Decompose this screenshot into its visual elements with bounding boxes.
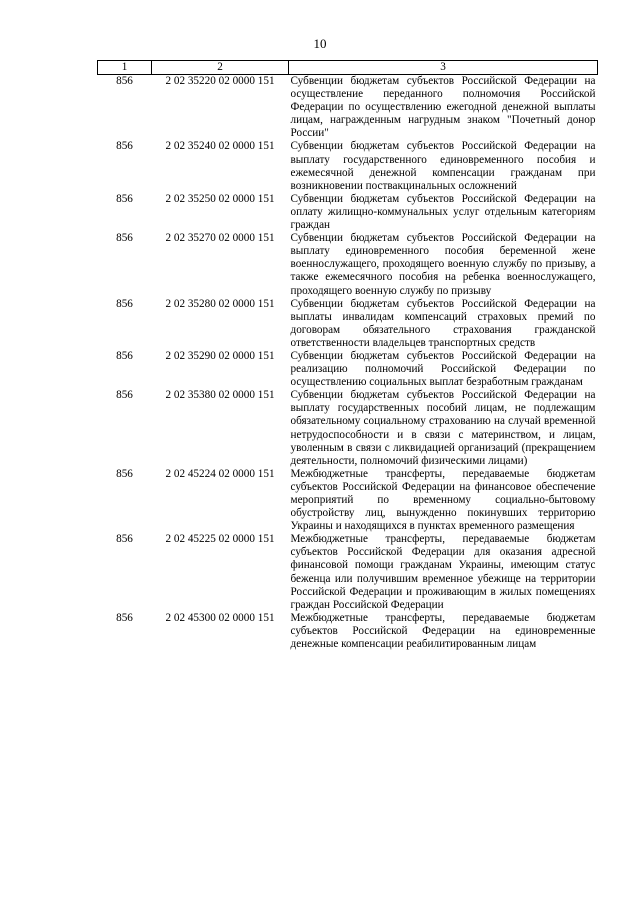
description-cell: Субвенции бюджетам субъектов Российской Федерации на выплату государственного единовременного пособия и ежемесячной денежной компенсации гражданам при возникновении поствакцинальных осложнений <box>290 140 596 192</box>
admin-code-cell: 856 <box>116 533 133 546</box>
table-row <box>98 140 598 192</box>
budget-code-cell: 2 02 45300 02 0000 151 <box>165 611 275 624</box>
description-cell: Межбюджетные трансферты, передаваемые бюджетам субъектов Российской Федерации на финансовое обеспечение мероприятий по временному социально-бытовому обустройству лиц, вынужденно покинувших территорию Украины и находящихся в пунктах временного размещения <box>290 467 596 533</box>
table-row <box>98 612 598 651</box>
description-cell: Субвенции бюджетам субъектов Российской Федерации на реализацию полномочий Российской Федерации по осуществлению социальных выплат безработным гражданам <box>290 349 596 389</box>
budget-code-cell: 2 02 35280 02 0000 151 <box>165 297 275 310</box>
budget-code-cell: 2 02 35270 02 0000 151 <box>165 232 275 245</box>
budget-code-cell: 2 02 35290 02 0000 151 <box>165 349 275 362</box>
budget-code-cell: 2 02 35250 02 0000 151 <box>165 192 275 205</box>
admin-code-cell: 856 <box>116 467 133 480</box>
table-row <box>98 193 598 232</box>
budget-code-cell: 2 02 35240 02 0000 151 <box>165 140 275 153</box>
description-cell: Субвенции бюджетам субъектов Российской Федерации на выплату государственных пособий лицам, не подлежащим обязательному социальному страхованию на случай временной нетрудоспособности и в связи с материнством, и лицам, уволенным в связи с ликвидацией организаций (прекращением деятельности, полномочий физическими лицами) <box>290 389 596 467</box>
budget-code-cell: 2 02 45224 02 0000 151 <box>165 467 275 480</box>
table-header <box>98 61 598 75</box>
description-cell: Субвенции бюджетам субъектов Российской Федерации на выплату единовременного пособия беременной жене военнослужащего, проходящего военную службу по призыву, а также ежемесячного пособия на ребенка военнослужащего, проходящего военную службу по призыву <box>290 232 596 297</box>
admin-code-cell: 856 <box>116 349 133 362</box>
admin-code-cell: 856 <box>116 389 133 402</box>
description-cell: Субвенции бюджетам субъектов Российской Федерации на осуществление переданного полномочия Российской Федерации по осуществлению ежегодной денежной выплаты лицам, награжденным нагрудным знаком "Почетный донор России" <box>290 75 596 140</box>
table-row <box>98 468 598 533</box>
admin-code-cell: 856 <box>116 232 133 245</box>
column-header-1: 1 <box>98 61 152 75</box>
table-row <box>98 389 598 468</box>
admin-code-cell: 856 <box>116 192 133 205</box>
budget-code-cell: 2 02 45225 02 0000 151 <box>165 533 275 546</box>
description-cell: Субвенции бюджетам субъектов Российской Федерации на выплаты инвалидам компенсаций страховых премий по договорам обязательного страхования гражданской ответственности владельцев транспортных средств <box>290 297 596 349</box>
table-body <box>98 75 598 652</box>
budget-code-cell: 2 02 35380 02 0000 151 <box>165 389 275 402</box>
description-cell: Межбюджетные трансферты, передаваемые бюджетам субъектов Российской Федерации для оказания адресной финансовой помощи гражданам Украины, имеющим статус беженца или получившим временное убежище на территории Российской Федерации и проживающим в жилых помещениях граждан Российской Федерации <box>290 533 596 611</box>
budget-codes-table <box>97 60 598 651</box>
table-row <box>98 350 598 389</box>
table-header-row <box>98 61 598 75</box>
description-cell: Субвенции бюджетам субъектов Российской Федерации на оплату жилищно-коммунальных услуг отдельным категориям граждан <box>290 192 596 232</box>
admin-code-cell: 856 <box>116 297 133 310</box>
table-row <box>98 533 598 612</box>
page-number: 10 <box>313 36 327 51</box>
column-header-2: 2 <box>152 61 289 75</box>
admin-code-cell: 856 <box>116 140 133 153</box>
description-cell: Межбюджетные трансферты, передаваемые бюджетам субъектов Российской Федерации на единовременные денежные компенсации реабилитированным лицам <box>290 611 596 651</box>
table-row <box>98 75 598 141</box>
budget-code-cell: 2 02 35220 02 0000 151 <box>165 75 275 87</box>
admin-code-cell: 856 <box>116 75 133 87</box>
table-row <box>98 298 598 350</box>
column-header-3: 3 <box>289 61 598 75</box>
table-row <box>98 232 598 297</box>
admin-code-cell: 856 <box>116 611 133 624</box>
